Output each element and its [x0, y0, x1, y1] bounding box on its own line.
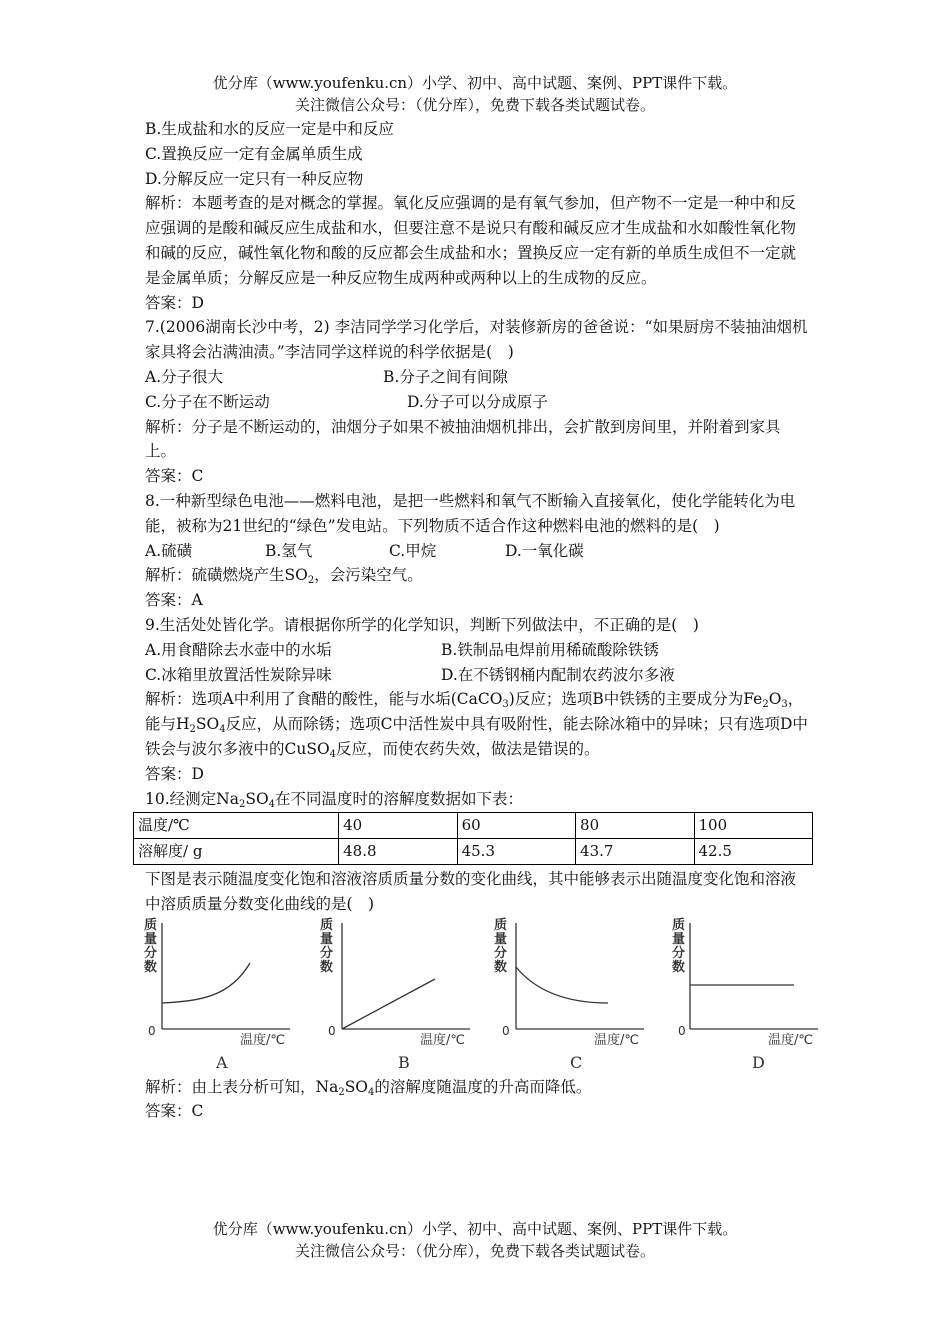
q6-option-d: D.分解反应一定只有一种反应物: [145, 169, 364, 188]
q9-option-d: D.在不锈钢桶内配制农药波尔多液: [441, 665, 675, 684]
q9-options-row-1: [145, 638, 810, 663]
table-row: [134, 839, 813, 865]
q10-charts: [140, 917, 840, 1075]
footer-line-1: 优分库（www.youfenku.cn）小学、初中、高中试题、案例、PPT课件下载。: [212, 1220, 738, 1238]
q9-analysis-part: SO: [195, 715, 220, 734]
q7-stem: 7.(2006湖南长沙中考，2) 李洁同学学习化学后，对装修新房的爸爸说：“如果厨房不装抽油烟机家具将会沾满油渍。”李洁同学这样说的科学依据是( ): [145, 318, 808, 362]
q7-option-d: D.分子可以分成原子: [407, 392, 548, 411]
table-cell: 溶解度/ g: [134, 839, 339, 865]
chart-b-xlabel: 温度/℃: [420, 1032, 465, 1048]
table-cell: 80: [576, 813, 694, 839]
footer-line-2: 关注微信公众号：（优分库），免费下载各类试题试卷。: [294, 1242, 655, 1260]
q9-options-row-2: [145, 663, 810, 688]
table-cell: 40: [339, 813, 457, 839]
q10-analysis-text: 解析：由上表分析可知，Na: [145, 1077, 339, 1096]
q9-analysis-part: O: [768, 690, 782, 709]
q9-analysis-part: )反应；选项B中铁锈的主要成分为Fe: [508, 690, 763, 709]
q8-option-b: B.氢气: [265, 541, 313, 560]
chart-a-ylabel: 质量分数: [144, 917, 158, 975]
chart-b-letter: B: [398, 1052, 410, 1072]
q7-analysis: 解析：分子是不断运动的，油烟分子如果不被抽油烟机排出，会扩散到房间里，并附着到家具上。: [145, 417, 781, 461]
q8-option-c: C.甲烷: [389, 541, 437, 560]
curve-rising: [162, 963, 250, 1003]
chart-a: [140, 917, 315, 1075]
table-cell: 60: [457, 813, 575, 839]
q7-options-row-1: [145, 365, 810, 390]
q9-stem: 9.生活处处皆化学。请根据你所学的化学知识，判断下列做法中，不正确的是( ): [145, 615, 699, 634]
q8-stem: 8.一种新型绿色电池——燃料电池，是把一些燃料和氧气不断输入直接氧化，使化学能转化为电能，被称为21世纪的“绿色”发电站。下列物质不适合作这种燃料电池的燃料的是( ): [145, 491, 796, 535]
table-cell: 42.5: [694, 839, 813, 865]
header-line-2: 关注微信公众号：（优分库），免费下载各类试题试卷。: [294, 96, 655, 114]
chart-d-xlabel: 温度/℃: [768, 1032, 813, 1048]
q9-analysis-sub: 2: [762, 699, 769, 711]
table-cell: 45.3: [457, 839, 575, 865]
q10-stem-text-3: 在不同温度时的溶解度数据如下表：: [275, 789, 524, 808]
q10-analysis-text-3: 的溶解度随温度的升高而降低。: [374, 1077, 592, 1096]
table-cell: 100: [694, 813, 813, 839]
q8-option-a: A.硫磺: [145, 541, 193, 560]
line-rising: [342, 979, 435, 1029]
q7-option-c: C.分子在不断运动: [145, 392, 270, 411]
chart-a-xlabel: 温度/℃: [240, 1032, 285, 1048]
chart-b-ylabel: 质量分数: [320, 917, 334, 975]
chart-c: [494, 917, 669, 1075]
q6-option-b: B.生成盐和水的反应一定是中和反应: [145, 120, 394, 138]
table-cell: 48.8: [339, 839, 457, 865]
page-footer: [0, 1218, 950, 1262]
q7-option-a: A.分子很大: [145, 367, 224, 386]
q10-stem-sub-2: 4: [268, 798, 276, 810]
page-header: [0, 72, 950, 116]
q7-answer: 答案：C: [145, 467, 204, 486]
q9-option-a: A.用食醋除去水壶中的水垢: [145, 640, 332, 659]
q8-answer: 答案：A: [145, 591, 203, 610]
chart-b: [320, 917, 495, 1075]
q9-analysis-part: 反应，而使农药失效，做法是错误的。: [336, 739, 600, 758]
q10-analysis-text-2: SO: [344, 1077, 369, 1096]
q6-option-c: C.置换反应一定有金属单质生成: [145, 144, 363, 163]
q7-options-row-2: [145, 390, 810, 415]
chart-a-zero: 0: [148, 1023, 156, 1038]
q8-analysis-text: 解析：硫磺燃烧产生SO: [145, 566, 308, 585]
q10-analysis-sub-2: 4: [368, 1086, 375, 1098]
chart-d: [668, 917, 843, 1075]
q9-analysis-sub: 4: [219, 724, 226, 736]
q7-option-b: B.分子之间有间隙: [383, 367, 508, 386]
chart-d-letter: D: [752, 1052, 765, 1072]
chart-b-zero: 0: [328, 1023, 336, 1038]
q10-stem-sub: 2: [238, 798, 246, 810]
q8-analysis-text-2: ，会污染空气。: [314, 566, 423, 585]
chart-c-letter: C: [570, 1052, 583, 1072]
chart-c-xlabel: 温度/℃: [594, 1032, 639, 1048]
q9-analysis-sub: 2: [189, 724, 196, 736]
chart-c-zero: 0: [502, 1023, 510, 1038]
curve-falling: [516, 967, 608, 1003]
table-cell: 温度/℃: [134, 813, 339, 839]
q10-stem-text-2: SO: [245, 789, 269, 808]
q8-options-row: [145, 539, 810, 564]
q10-figure-text: 下图是表示随温度变化饱和溶液溶质质量分数的变化曲线，其中能够表示出随温度变化饱和溶液中溶质质量分数变化曲线的是( ): [145, 869, 797, 913]
table-cell: 43.7: [576, 839, 694, 865]
q8-analysis-sub: 2: [307, 575, 315, 587]
chart-d-ylabel: 质量分数: [672, 917, 686, 975]
chart-d-zero: 0: [678, 1023, 686, 1038]
q9-analysis-part: ，能与H: [145, 690, 804, 734]
chart-a-letter: A: [216, 1052, 228, 1072]
q9-analysis-sub: 3: [502, 699, 509, 711]
q6-analysis: 解析：本题考查的是对概念的掌握。氧化反应强调的是有氧气参加，但产物不一定是一种中和反应强调的是酸和碱反应生成盐和水，但要注意不是说只有酸和碱反应才生成盐和水如酸性氧化物和碱的反应，碱性氧化物和酸的反应都会生成盐和水；置换反应一定有新的单质生成但不一定就是金属单质；分解反应是一种反应物生成两种或两种以上的生成物的反应。: [145, 194, 797, 287]
q10-stem-text: 10.经测定Na: [145, 789, 239, 808]
page-content: [138, 117, 813, 1124]
q9-option-b: B.铁制品电焊前用稀硫酸除铁锈: [441, 640, 659, 659]
q9-analysis: [145, 687, 810, 761]
q8-option-d: D.一氧化碳: [505, 541, 584, 560]
q6-answer: 答案：D: [145, 293, 204, 312]
q9-analysis-sub: 4: [329, 748, 337, 760]
header-line-1: 优分库（www.youfenku.cn）小学、初中、高中试题、案例、PPT课件下载。: [212, 74, 738, 92]
q10-stem: [145, 787, 810, 812]
q10-analysis: [145, 1075, 810, 1100]
chart-c-ylabel: 质量分数: [494, 917, 508, 975]
q9-answer: 答案：D: [145, 764, 204, 783]
q8-analysis: [145, 563, 810, 588]
q9-analysis-sub: 3: [781, 699, 788, 711]
solubility-table: [133, 812, 813, 865]
q9-option-c: C.冰箱里放置活性炭除异味: [145, 665, 332, 684]
q10-analysis-sub: 2: [338, 1086, 345, 1098]
q9-analysis-part: 解析：选项A中利用了食醋的酸性，能与水垢(CaCO: [145, 690, 503, 709]
q10-answer: 答案：C: [145, 1102, 204, 1121]
table-row: [134, 813, 813, 839]
q9-analysis-part: 反应，从而除锈；选项C中活性炭中具有吸附性，能去除冰箱中的异味；只有选项D中铁会与波尔多液中的CuSO: [145, 715, 808, 758]
